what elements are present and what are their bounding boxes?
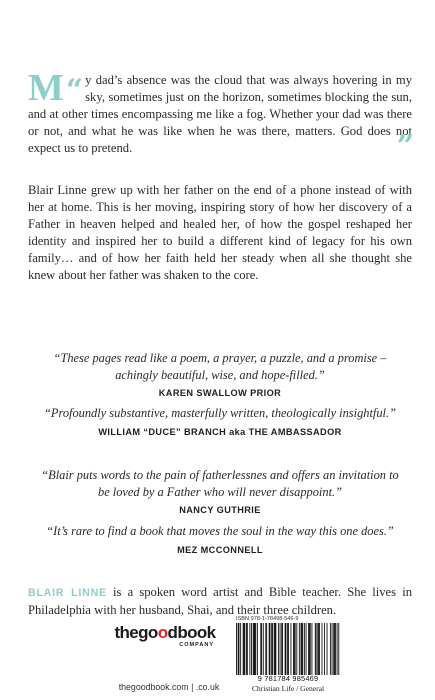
barcode-bar [308,623,309,675]
barcode-bar [255,623,256,675]
author-bio-text: is a spoken word artist and Bible teacher. She lives in Philadelphia with her husband, Shai, and their three children. [28,585,412,617]
barcode-bar [299,623,300,675]
barcode-bar [263,623,264,675]
author-name: BLAIR LINNE [28,587,107,599]
barcode-bar [260,623,261,675]
barcode-bar [254,623,255,675]
endorsement-author: NANCY GUTHRIE [179,505,261,515]
publisher-logo [110,624,220,648]
barcode-bar [318,623,319,675]
endorsement [40,523,400,555]
barcode-digits: 9 781784 985469 [257,674,319,683]
barcode-bar [334,623,335,675]
barcode-bar [306,623,307,675]
barcode-bar [294,623,295,675]
endorsement-quote: “Blair puts words to the pain of fatherlessnes and offers an invitation to be loved by a Father who will never disappoint.” [41,468,399,499]
barcode-bar [251,623,252,675]
barcode-bar [239,623,240,675]
endorsement-author: WILLIAM “DUCE” BRANCH aka THE AMBASSADOR [98,426,342,437]
barcode-bar [301,623,302,675]
barcode-bar [266,623,267,675]
endorsement-author: MEZ MCCONNELL [177,544,263,555]
book-description: Blair Linne grew up with her father on the end of a phone instead of with her at home. This is her moving, inspiring story of how her discovery of a Father in heaven helped and healed her, of how the gospel reshaped her identity and inspired her to build a different kind of legacy for his own family… and of how her faith held her steady when all she thought she knew about her father was shaken to the core. [28,183,412,282]
endorsement-quote: “These pages read like a poem, a prayer, a puzzle, and a promise – achingly beautiful, wise, and hope-filled.” [53,351,387,382]
barcode-bar [246,623,247,675]
endorsement [40,467,400,515]
drop-cap: M [28,67,64,109]
barcode-bar [338,623,339,675]
barcode-bar [319,623,320,675]
barcode-bar [332,623,333,675]
opening-quote [28,67,414,164]
barcode-bar [254,623,255,675]
barcode-bar [337,623,338,675]
barcode-bar [316,623,317,675]
barcode-bar [244,623,245,675]
barcode-bar [322,623,323,675]
author-bio [28,584,412,619]
barcode-bar [333,623,334,675]
barcode-bar [285,623,286,675]
barcode-bar [317,623,318,675]
barcode-bar [271,623,272,675]
barcode-bar [278,623,279,675]
barcode-bar [282,623,283,675]
opening-quote-text: y dad’s absence was the cloud that was always hovering in my sky, sometimes just on the horizon, sometimes blocking the sun, and at other times encompassing me like a fog. Whether your dad was there or not, and what he was like when he was there, matters. God does not expect us to pretend. [28,73,412,155]
barcode-bar [335,623,336,675]
barcode-bar [287,623,288,675]
barcode-image [236,623,340,675]
barcode-bar [261,623,262,675]
barcode-bar [302,623,303,675]
endorsement-quote: “It’s rare to find a book that moves the soul in the way this one does.” [46,524,394,538]
barcode-bar [253,623,254,675]
logo-part: thego [114,623,158,642]
barcode-bar [304,623,305,675]
publisher-website: thegoodbook.com | .co.uk [118,682,220,692]
isbn-label: ISBN 978-1-78498-546-9 [236,616,299,622]
barcode-bar [296,623,297,675]
barcode-bar [243,623,244,675]
barcode-bar [249,623,250,675]
barcode-bar [274,623,275,675]
barcode-bar [236,623,237,675]
open-quote-mark: “ [65,73,84,108]
opening-quote-lead [28,67,85,109]
barcode-bar [272,623,273,675]
barcode-bar [309,623,310,675]
book-category: Christian Life / General [251,684,325,693]
endorsement-quote: “Profoundly substantive, masterfully written, theologically insightful.” [44,406,396,420]
barcode-bar [257,623,258,675]
barcode-bar [275,623,276,675]
barcode-bar [270,623,271,675]
barcode-bar [240,623,241,675]
barcode-bar [285,623,286,675]
endorsement-author: KAREN SWALLOW PRIOR [158,388,282,398]
barcode-bar [291,623,292,675]
barcode-bar [330,623,331,675]
logo-red-o: o [157,623,168,642]
barcode-bar [295,623,296,675]
barcode-bar [288,623,289,675]
barcode-bar [238,623,239,675]
barcode-bar [281,623,282,675]
barcode-bar [247,623,248,675]
barcode-bar [327,623,328,675]
barcode-bar [244,623,245,675]
endorsement [40,350,400,398]
publisher-logo-wordmark [110,624,220,642]
barcode-bar [280,623,281,675]
barcode-bar [275,623,276,675]
barcode-bar [301,623,302,675]
barcode-bar [311,623,312,675]
publisher-logo-sub: COMPANY [179,642,214,648]
close-quote-mark: ” [396,129,414,164]
barcode-bar [324,623,325,675]
barcode-bar [269,623,270,675]
barcode-bar [293,623,294,675]
barcode-bar [265,623,266,675]
barcode-bar [310,623,311,675]
logo-part: dbook [167,623,216,642]
barcode-bar [315,623,316,675]
endorsement [40,405,400,437]
